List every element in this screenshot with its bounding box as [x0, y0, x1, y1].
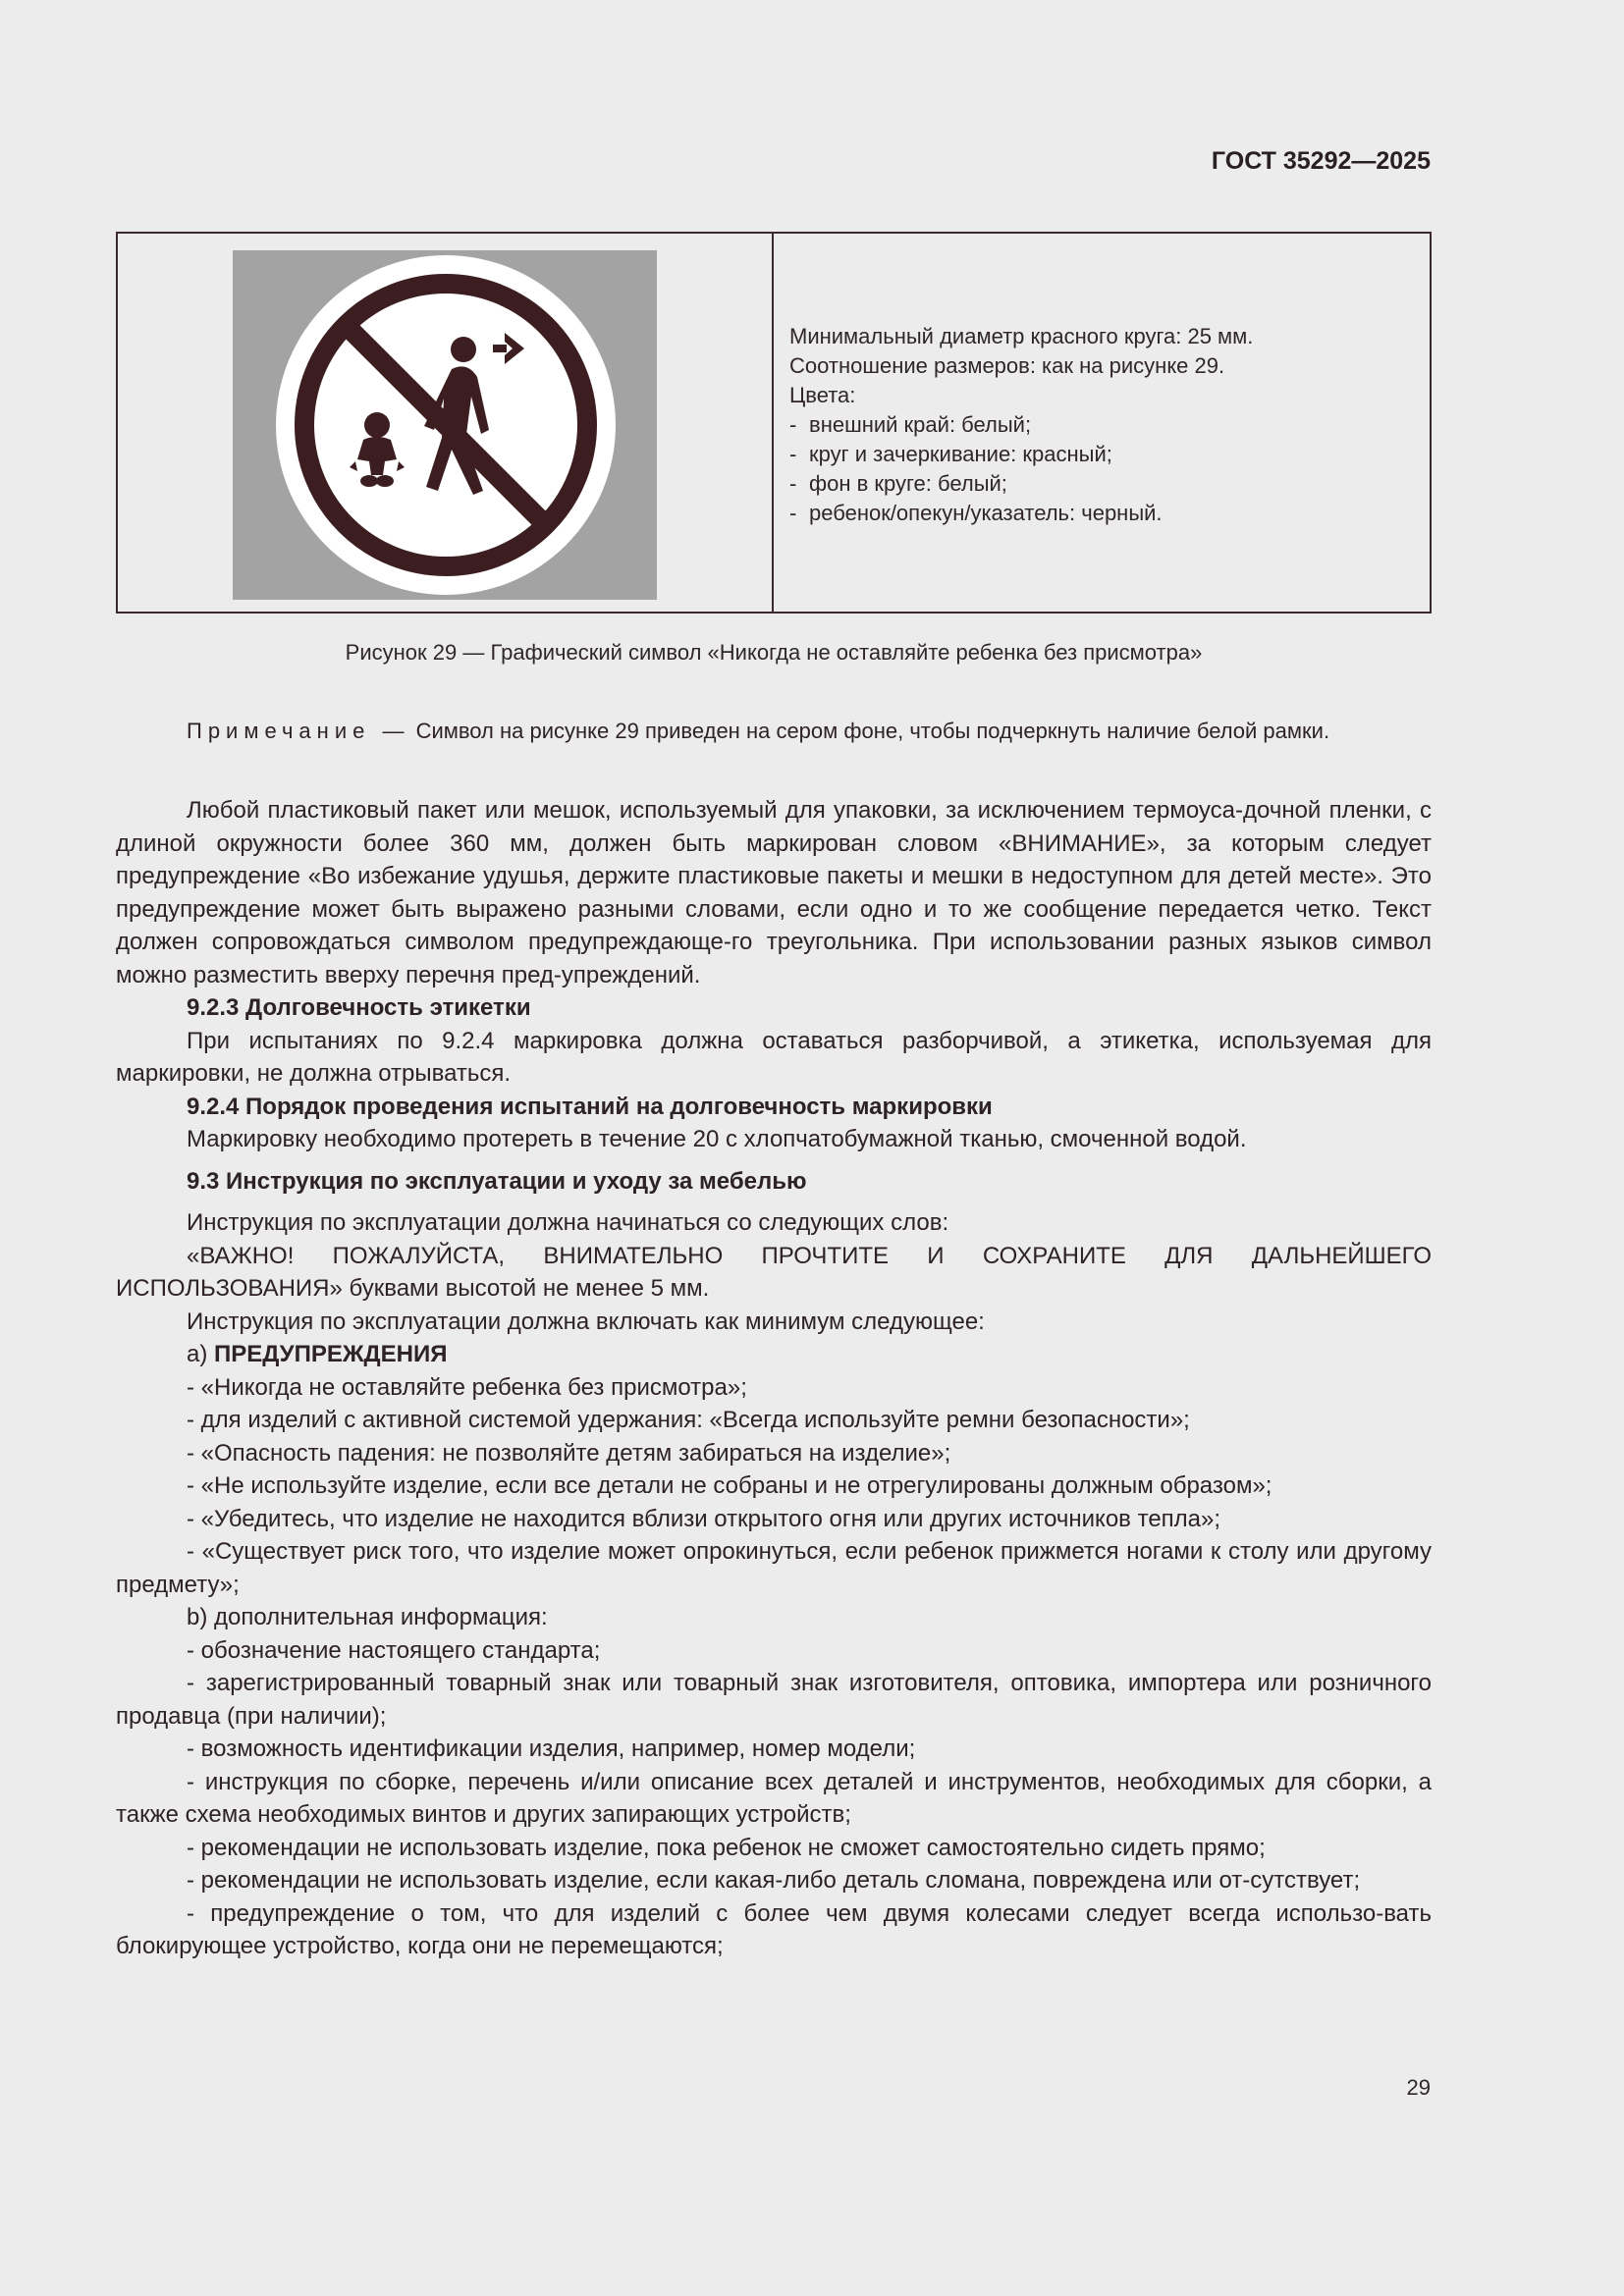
plastic-bag-paragraph: Любой пластиковый пакет или мешок, используемый для упаковки, за исключением термоуса-дочной пленки, с длиной окружности более 360 мм, должен быть маркирован словом «ВНИМАНИЕ», за которым следует предупреждение «Во избежание удушья, держите пластиковые пакеты и мешки в недоступном для детей месте». Это предупреждение может быть выражено разными словами, если одно и то же сообщение передается четко. Текст должен сопровождаться символом предупреждающе-го треугольника. При использовании разных языков символ можно разместить вверху перечня пред-упреждений. — [116, 797, 1432, 988]
additional-item: - инструкция по сборке, перечень и/или описание всех деталей и инструментов, необходимых для сборки, а также схема необходимых винтов и других запирающих устройств; — [116, 1768, 1432, 1828]
note-block — [116, 717, 1432, 746]
warning-item: - для изделий с активной системой удержания: «Всегда используйте ремни безопасности»; — [187, 1407, 1190, 1433]
spec-line-ratio: Соотношение размеров: как на рисунке 29. — [789, 353, 1225, 378]
figure-spec-cell — [774, 234, 1430, 612]
figure-symbol-cell — [118, 234, 774, 612]
additional-heading: b) дополнительная информация: — [187, 1604, 548, 1630]
additional-item: - зарегистрированный товарный знак или товарный знак изготовителя, оптовика, импортера или розничного продавца (при наличии); — [116, 1670, 1432, 1730]
important-phrase: «ВАЖНО! ПОЖАЛУЙСТА, ВНИМАТЕЛЬНО ПРОЧТИТЕ И СОХРАНИТЕ ДЛЯ ДАЛЬНЕЙШЕГО ИСПОЛЬЗОВАНИЯ» буквами высотой не менее 5 мм. — [116, 1242, 1432, 1302]
section-heading-923: 9.2.3 Долговечность этикетки — [187, 994, 531, 1021]
no-unattended-child-icon — [118, 234, 774, 615]
additional-item: - рекомендации не использовать изделие, пока ребенок не сможет самостоятельно сидеть прямо; — [187, 1834, 1266, 1861]
instruction-intro: Инструкция по эксплуатации должна начинаться со следующих слов: — [187, 1209, 949, 1236]
warning-item: - «Никогда не оставляйте ребенка без присмотра»; — [187, 1373, 747, 1401]
warnings-heading: a) ПРЕДУПРЕЖДЕНИЯ — [187, 1341, 448, 1367]
additional-item: - рекомендации не использовать изделие, если какая-либо деталь сломана, повреждена или от-сутствует; — [187, 1867, 1361, 1894]
document-code: ГОСТ 35292—2025 — [1211, 147, 1431, 175]
color-item: - внешний край: белый; — [789, 412, 1032, 437]
additional-item: - возможность идентификации изделия, например, номер модели; — [187, 1735, 916, 1762]
note-text: Символ на рисунке 29 приведен на сером фоне, чтобы подчеркнуть наличие белой рамки. — [409, 719, 1330, 743]
color-item: - круг и зачеркивание: красный; — [789, 442, 1112, 466]
color-item: - ребенок/опекун/указатель: черный. — [789, 501, 1163, 525]
warning-item: - «Убедитесь, что изделие не находится вблизи открытого огня или других источников тепла»; — [187, 1505, 1221, 1532]
figure-29-table — [116, 232, 1432, 614]
must-include-text: Инструкция по эксплуатации должна включать как минимум следующее: — [187, 1308, 985, 1335]
color-item: - фон в круге: белый; — [789, 471, 1007, 496]
main-text — [116, 794, 1432, 1963]
page-number: 29 — [1406, 2075, 1431, 2100]
spec-line-colors: Цвета: — [789, 383, 856, 407]
warning-item: - «Не используйте изделие, если все детали не собраны и не отрегулированы должным образом»; — [187, 1472, 1272, 1499]
section-heading-924: 9.2.4 Порядок проведения испытаний на долговечность маркировки — [187, 1093, 993, 1120]
warning-item: - «Существует риск того, что изделие может опрокинуться, если ребенок прижмется ногами к столу или другому предмету»; — [116, 1538, 1432, 1598]
section-923-text: При испытаниях по 9.2.4 маркировка должна оставаться разборчивой, а этикетка, используемая для маркировки, не должна отрываться. — [116, 1027, 1432, 1087]
note-label: Примечание — — [187, 719, 410, 743]
section-heading-93: 9.3 Инструкция по эксплуатации и уходу за мебелью — [187, 1167, 807, 1195]
note-paragraph — [116, 717, 1432, 746]
warning-item: - «Опасность падения: не позволяйте детям забираться на изделие»; — [187, 1439, 951, 1467]
figure-caption: Рисунок 29 — Графический символ «Никогда не оставляйте ребенка без присмотра» — [345, 640, 1203, 665]
spec-line-diameter: Минимальный диаметр красного круга: 25 мм. — [789, 324, 1254, 348]
section-924-text: Маркировку необходимо протереть в течение 20 с хлопчатобумажной тканью, смоченной водой. — [187, 1126, 1247, 1152]
additional-item: - обозначение настоящего стандарта; — [187, 1636, 601, 1664]
additional-item: - предупреждение о том, что для изделий с более чем двумя колесами следует всегда использо-вать блокирующее устройство, когда они не перемещаются; — [116, 1899, 1432, 1959]
